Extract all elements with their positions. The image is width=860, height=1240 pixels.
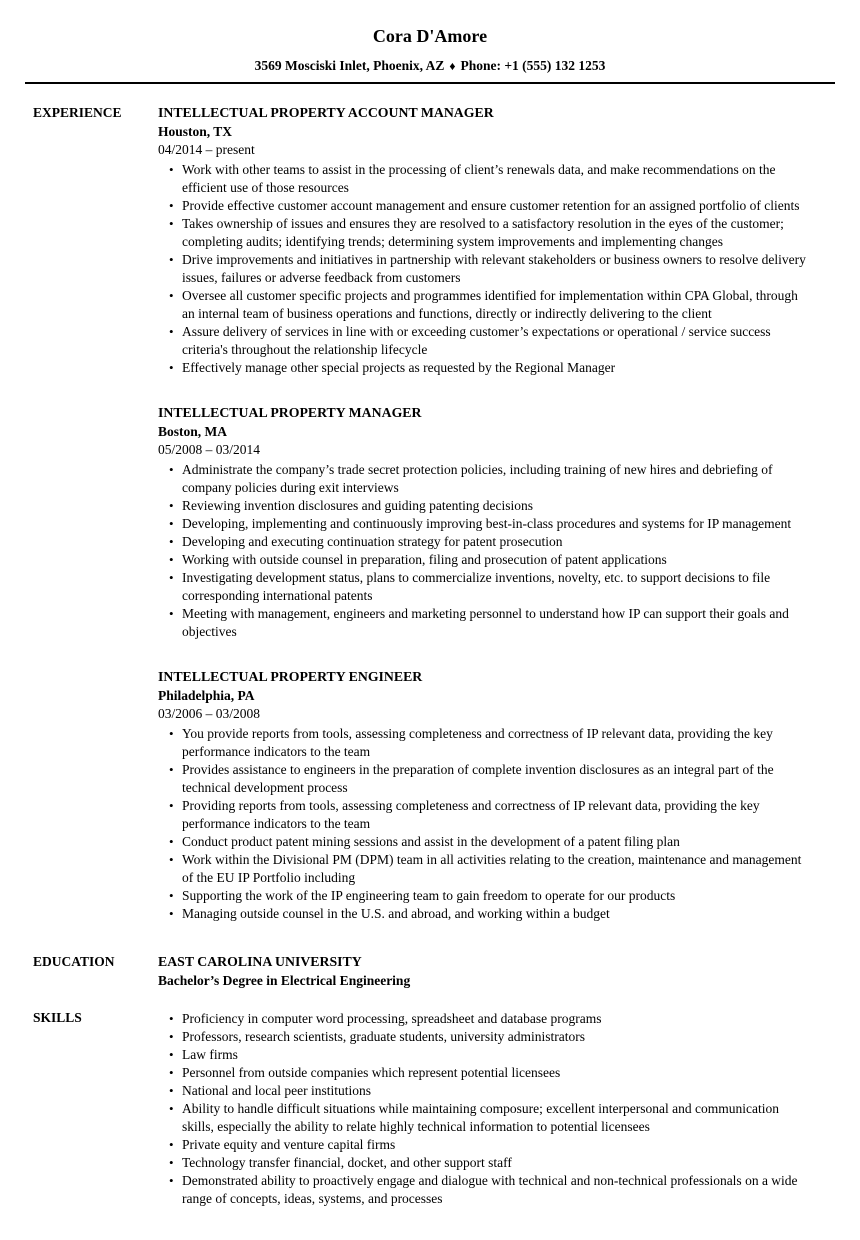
bullet-item: • Administrate the company’s trade secret protection policies, including training of new hires and debriefing of company policies during exit interviews: [182, 461, 812, 497]
bullet-item: • Work with other teams to assist in the processing of client’s renewals data, and make recommendations on the efficient use of those resources: [182, 161, 812, 197]
bullet-item: • National and local peer institutions: [182, 1082, 812, 1100]
job-dates: 04/2014 – present: [158, 142, 255, 157]
bullet-item: • Developing and executing continuation strategy for patent prosecution: [182, 533, 812, 551]
job-bullet-list: [158, 725, 812, 923]
bullet-item: • Reviewing invention disclosures and guiding patenting decisions: [182, 497, 812, 515]
contact-line: [0, 57, 860, 75]
degree-name: Bachelor’s Degree in Electrical Engineering: [158, 973, 411, 988]
job-bullet-list: [158, 461, 812, 641]
bullet-item: • Provides assistance to engineers in the preparation of complete invention disclosures as an integral part of the technical development process: [182, 761, 812, 797]
job-bullet-list: [158, 161, 812, 377]
bullet-item: • Work within the Divisional PM (DPM) team in all activities relating to the creation, maintenance and management of the EU IP Portfolio including: [182, 851, 812, 887]
bullet-item: • Assure delivery of services in line with or exceeding customer’s expectations or operational / service success criteria's throughout the relationship lifecycle: [182, 323, 812, 359]
job-dates: 05/2008 – 03/2014: [158, 442, 261, 457]
job-entry: [158, 667, 812, 923]
bullet-item: • You provide reports from tools, assessing completeness and correctness of IP relevant data, providing the key performance indicators to the team: [182, 725, 812, 761]
bullet-item: • Conduct product patent mining sessions and assist in the development of a patent filing plan: [182, 833, 812, 851]
job-location: Philadelphia, PA: [158, 688, 255, 703]
bullet-item: • Ability to handle difficult situations while maintaining composure; excellent interpersonal and communication skills, especially the ability to relate highly technical information to potential licensees: [182, 1100, 812, 1136]
bullet-item: • Personnel from outside companies which represent potential licensees: [182, 1064, 812, 1082]
job-dates: 03/2006 – 03/2008: [158, 706, 261, 721]
skills-content: [158, 1008, 860, 1208]
diamond-separator-icon: ♦: [449, 59, 456, 73]
bullet-item: • Effectively manage other special projects as requested by the Regional Manager: [182, 359, 812, 377]
job-title: INTELLECTUAL PROPERTY MANAGER: [158, 405, 422, 420]
bullet-item: • Takes ownership of issues and ensures they are resolved to a satisfactory resolution in the eyes of the customer; completing audits; identifying trends; determining system improvements and implementing changes: [182, 215, 812, 251]
bullet-item: • Supporting the work of the IP engineering team to gain freedom to operate for our products: [182, 887, 812, 905]
document-header: [0, 0, 860, 75]
bullet-item: • Provide effective customer account management and ensure customer retention for an assigned portfolio of clients: [182, 197, 812, 215]
bullet-item: • Drive improvements and initiatives in partnership with relevant stakeholders or business owners to resolve delivery issues, failures or adverse feedback from customers: [182, 251, 812, 287]
bullet-item: • Technology transfer financial, docket, and other support staff: [182, 1154, 812, 1172]
bullet-item: • Private equity and venture capital firms: [182, 1136, 812, 1154]
bullet-item: • Investigating development status, plans to commercialize inventions, novelty, etc. to support decisions to file corresponding international patents: [182, 569, 812, 605]
job-title: INTELLECTUAL PROPERTY ENGINEER: [158, 669, 423, 684]
bullet-item: • Law firms: [182, 1046, 812, 1064]
experience-label: EXPERIENCE: [33, 105, 122, 120]
bullet-item: • Providing reports from tools, assessing completeness and correctness of IP relevant data, providing the key performance indicators to the team: [182, 797, 812, 833]
skills-bullet-list: [158, 1010, 812, 1208]
bullet-item: • Managing outside counsel in the U.S. and abroad, and working within a budget: [182, 905, 812, 923]
section-education: [0, 952, 860, 990]
bullet-item: • Developing, implementing and continuously improving best-in-class procedures and systems for IP management: [182, 515, 812, 533]
bullet-item: • Professors, research scientists, graduate students, university administrators: [182, 1028, 812, 1046]
bullet-item: • Working with outside counsel in preparation, filing and prosecution of patent applications: [182, 551, 812, 569]
school-name: EAST CAROLINA UNIVERSITY: [158, 954, 362, 969]
address-text: 3569 Mosciski Inlet, Phoenix, AZ: [254, 58, 445, 73]
experience-content: [158, 103, 860, 923]
education-content: [158, 952, 860, 990]
bullet-item: • Proficiency in computer word processing, spreadsheet and database programs: [182, 1010, 812, 1028]
job-location: Boston, MA: [158, 424, 228, 439]
education-label: EDUCATION: [33, 954, 115, 969]
job-location: Houston, TX: [158, 124, 233, 139]
section-experience: [0, 103, 860, 923]
bullet-item: • Meeting with management, engineers and marketing personnel to understand how IP can support their goals and objectives: [182, 605, 812, 641]
section-skills: [0, 1008, 860, 1208]
person-name: Cora D'Amore: [372, 26, 488, 46]
job-entry: [158, 403, 812, 641]
header-divider: [25, 82, 835, 84]
bullet-item: • Demonstrated ability to proactively engage and dialogue with technical and non-technical professionals on a wide range of concepts, ideas, systems, and processes: [182, 1172, 812, 1208]
phone-text: Phone: +1 (555) 132 1253: [460, 58, 606, 73]
job-entry: [158, 103, 812, 377]
job-title: INTELLECTUAL PROPERTY ACCOUNT MANAGER: [158, 105, 494, 120]
skills-label: SKILLS: [33, 1010, 82, 1025]
bullet-item: • Oversee all customer specific projects and programmes identified for implementation within CPA Global, through an internal team of business operations and functions, directly or indirectly delivering to the client: [182, 287, 812, 323]
